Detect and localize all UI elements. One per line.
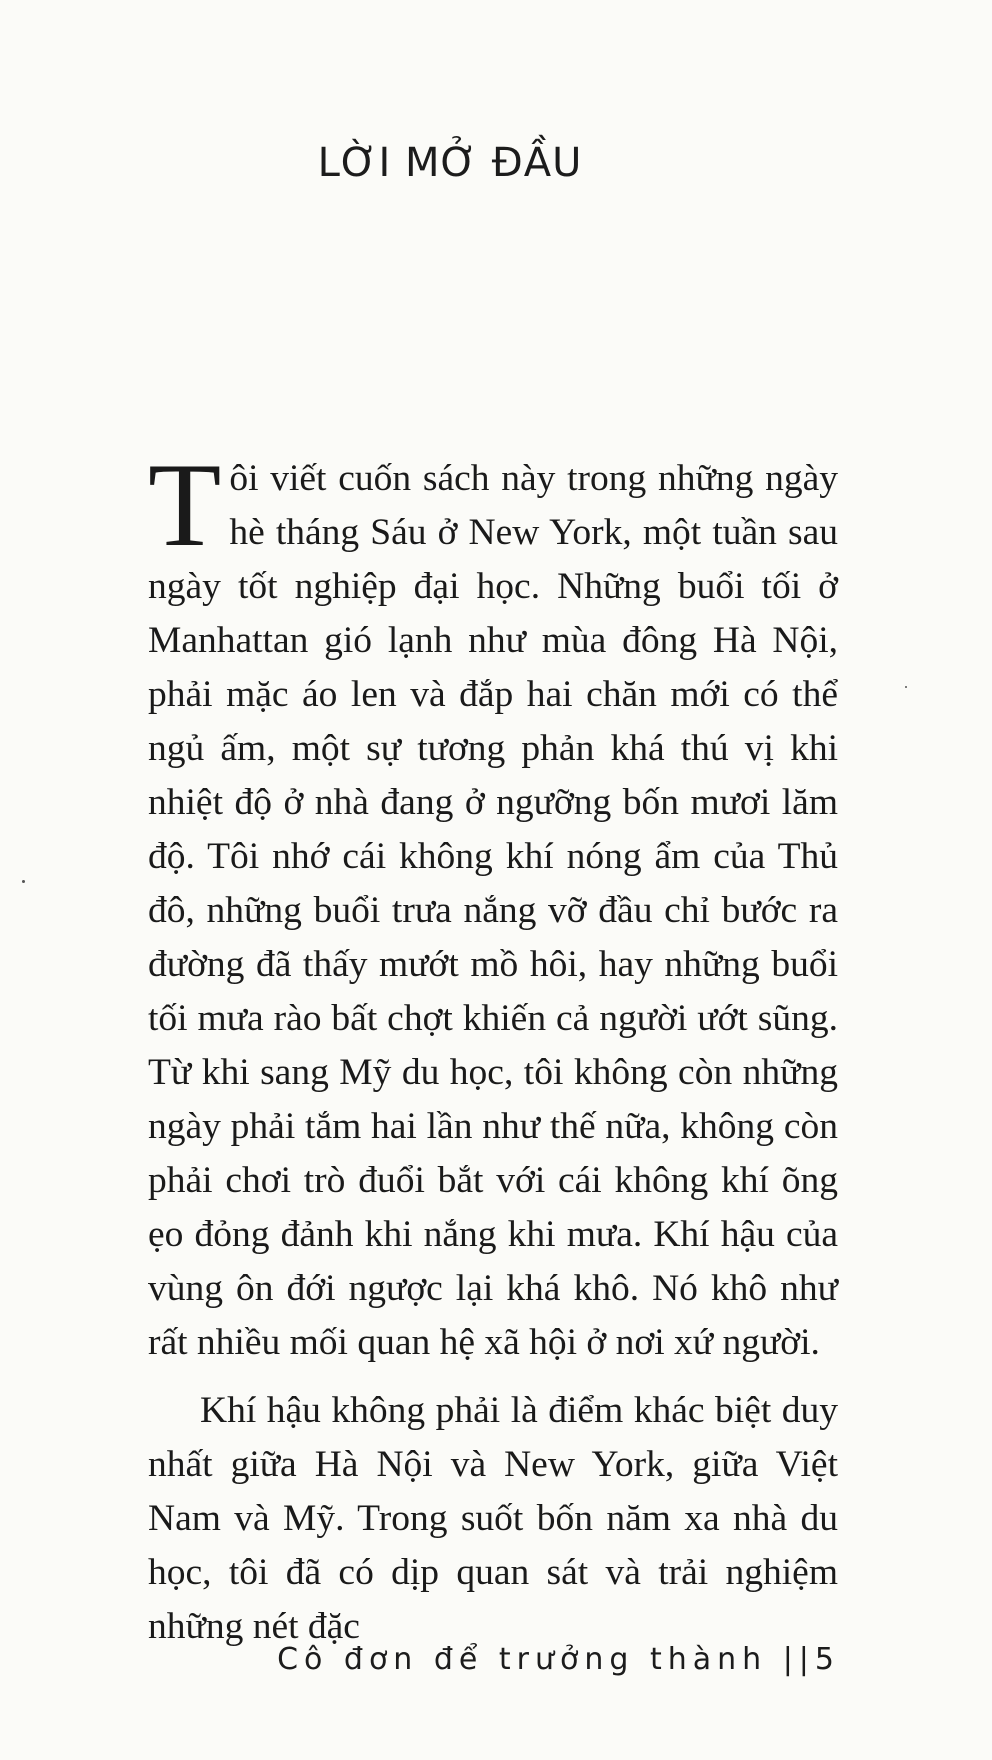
paragraph-1 [148, 438, 838, 1370]
running-book-title: Cô đơn để trưởng thành [277, 1642, 768, 1677]
drop-cap: T [148, 438, 222, 571]
page-footer [270, 1642, 840, 1677]
print-speck [22, 880, 25, 883]
paragraph-1-text: ôi viết cuốn sách này trong những ngày hè tháng Sáu ở New York, một tuần sau ngày tốt nghiệp đại học. Những buổi tối ở Manhattan gió lạnh như mùa đông Hà Nội, phải mặc áo len và đắp hai chăn mới có thể ngủ ấm, một sự tương phản khá thú vị khi nhiệt độ ở nhà đang ở ngưỡng bốn mươi lăm độ. Tôi nhớ cái không khí nóng ẩm của Thủ đô, những buổi trưa nắng vỡ đầu chỉ bước ra đường đã thấy mướt mồ hôi, hay những buổi tối mưa rào bất chợt khiến cả người ướt sũng. Từ khi sang Mỹ du học, tôi không còn những ngày phải tắm hai lần như thế nữa, không còn phải chơi trò đuổi bắt với cái không khí õng ẹo đỏng đảnh khi nắng khi mưa. Khí hậu của vùng ôn đới ngược lại khá khô. Nó khô như rất nhiều mối quan hệ xã hội ở nơi xứ người. [148, 458, 838, 1363]
footer-separator: || [782, 1642, 815, 1677]
body-text [148, 438, 838, 1654]
paragraph-2: Khí hậu không phải là điểm khác biệt duy nhất giữa Hà Nội và New York, giữa Việt Nam và Mỹ. Trong suốt bốn năm xa nhà du học, tôi đã có dịp quan sát và trải nghiệm những nét đặc [148, 1390, 838, 1647]
chapter-title: LỜI MỞ ĐẦU [317, 140, 583, 186]
print-speck [905, 686, 907, 688]
page-number: 5 [814, 1642, 840, 1677]
